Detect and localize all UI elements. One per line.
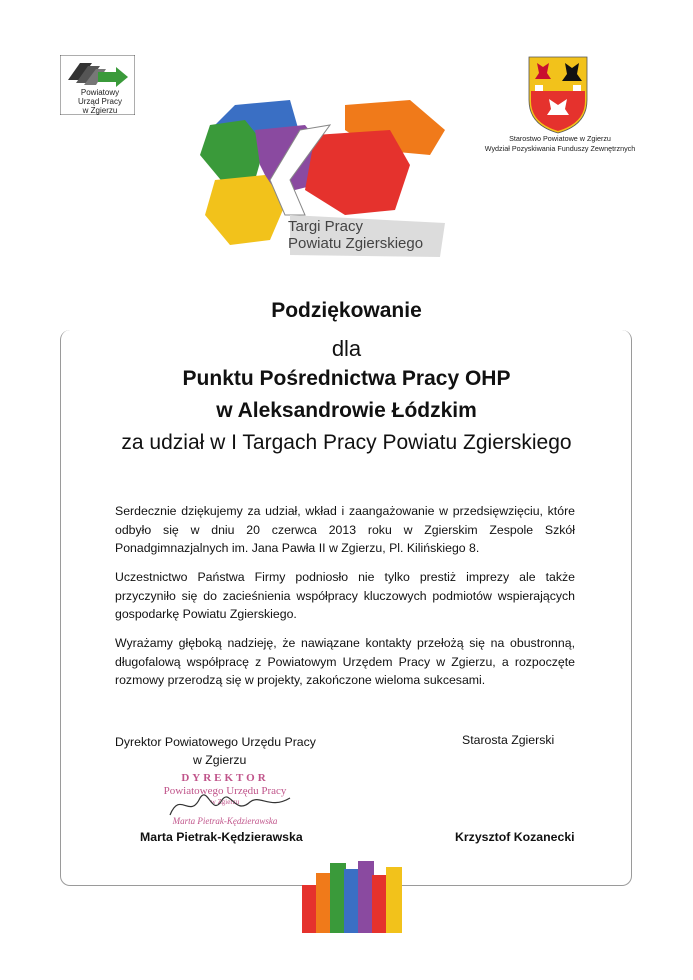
recipient-line-2: w Aleksandrowie Łódzkim: [216, 399, 477, 422]
for-label: dla: [331, 336, 362, 361]
paragraph-3: Wyrażamy głęboką nadzieję, że nawiązane kontakty przełożą się na obustronną, długofalową współpracę z Powiatowym Urzędem Pracy w Zgierzu, a rozpoczęte rozmowy przerodzą się w projekty, zakończone wieloma sukcesami.: [115, 636, 575, 687]
left-role-line-1: Dyrektor Powiatowego Urzędu Pracy: [115, 735, 316, 749]
pup-line-2: Urząd Pracy: [77, 97, 122, 106]
right-signatory-name: Krzysztof Kozanecki: [455, 830, 575, 844]
pup-line-1: Powiatowy: [80, 88, 120, 97]
left-signature-role: [115, 733, 345, 769]
pup-line-3: w Zgierzu: [82, 106, 118, 115]
director-stamp: [140, 770, 310, 828]
job-fair-label: [288, 218, 438, 254]
pup-logo-text: [60, 88, 140, 115]
fair-line-1: Targi Pracy: [288, 218, 364, 235]
svg-text:DYREKTOR: DYREKTOR: [181, 772, 269, 784]
recipient-line-1: Punktu Pośrednictwa Pracy OHP: [182, 367, 511, 390]
svg-text:Marta Pietrak-Kędzierawska: Marta Pietrak-Kędzierawska: [172, 816, 278, 826]
colored-bars-decoration: [302, 855, 412, 933]
left-signatory-name: Marta Pietrak-Kędzierawska: [140, 830, 303, 844]
reason-line: za udział w I Targach Pracy Powiatu Zgierskiego: [121, 431, 572, 454]
starostwo-line-1: Starostwo Powiatowe w Zgierzu: [509, 134, 611, 143]
paragraph-2: Uczestnictwo Państwa Firmy podniosło nie tylko prestiż imprezy ale także przyczyniło się do zacieśnienia współpracy kluczowych podmiotów wspierających gospodarkę Powiatu Zgierskiego.: [115, 570, 575, 621]
starostwo-line-2: Wydział Pozyskiwania Funduszy Zewnętrznych: [484, 144, 636, 153]
fair-line-2: Powiatu Zgierskiego: [288, 235, 424, 252]
left-role-line-2: w Zgierzu: [193, 753, 247, 767]
coat-of-arms: [527, 55, 589, 135]
paragraph-1: Serdecznie dziękujemy za udział, wkład i zaangażowanie w przedsięwzięciu, które odbyło się w dniu 20 czerwca 2013 roku w Zgierskim Zespole Szkół Ponadgimnazjalnych im. Jana Pawła II w Zgierzu, Pl. Kilińskiego 8.: [115, 504, 575, 555]
right-signature-role: Starosta Zgierski: [462, 733, 555, 747]
svg-text:w Zgierzu: w Zgierzu: [210, 798, 240, 806]
starostwo-text: [465, 134, 655, 154]
document-title: Podziękowanie: [271, 299, 422, 322]
svg-text:Powiatowego Urzędu Pracy: Powiatowego Urzędu Pracy: [163, 785, 287, 797]
